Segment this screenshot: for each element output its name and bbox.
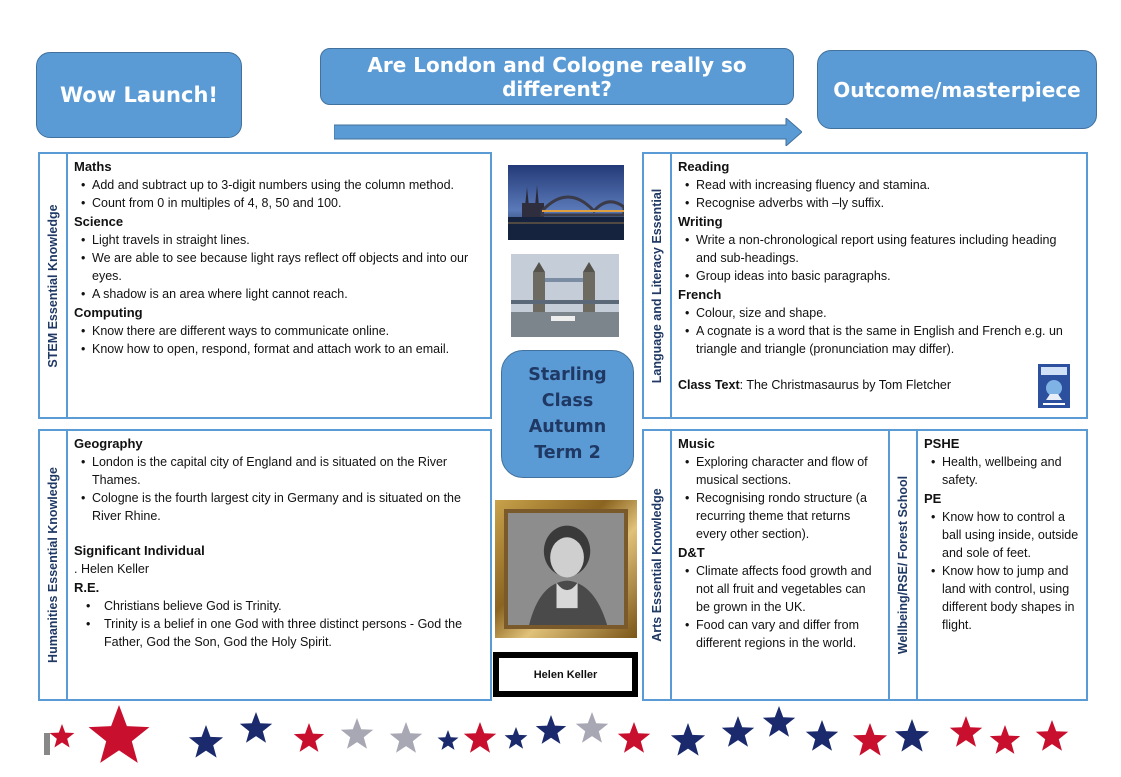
stem-panel (38, 152, 492, 419)
star-icon (294, 723, 324, 752)
wow-launch-box (36, 52, 242, 138)
pe-heading: PE (924, 491, 942, 506)
stem-side-label: STEM Essential Knowledge (40, 154, 68, 417)
list-item: • Group ideas into basic paragraphs. (678, 267, 1080, 285)
significant-value: . Helen Keller (74, 562, 150, 576)
list-item: • A shadow is an area where light cannot reach. (74, 285, 484, 303)
question-box (320, 48, 794, 105)
class-text (678, 376, 1080, 394)
dt-list (678, 562, 882, 652)
list-item: • Christians believe God is Trinity. (74, 597, 484, 615)
re-list (74, 597, 484, 651)
star-icon (763, 706, 795, 737)
wellbeing-content (918, 431, 1086, 699)
pshe-list (924, 453, 1080, 489)
list-item: • Add and subtract up to 3-digit numbers using the column method. (74, 176, 484, 194)
maths-heading: Maths (74, 159, 112, 174)
list-item: • Trinity is a belief in one God with three distinct persons - God the Father, God the Son, God the Holy Spirit. (74, 615, 484, 651)
writing-list (678, 231, 1080, 285)
arts-side-label: Arts Essential Knowledge (644, 431, 672, 699)
music-list (678, 453, 882, 543)
star-icon (990, 725, 1020, 754)
class-text-value: : The Christmasaurus by Tom Fletcher (739, 378, 952, 392)
cologne-cathedral-photo (508, 165, 624, 240)
star-icon (950, 716, 982, 747)
list-item: • Recognise adverbs with –ly suffix. (678, 194, 1080, 212)
list-item: • Health, wellbeing and safety. (924, 453, 1080, 489)
star-icon (189, 725, 223, 758)
star-icon (536, 715, 566, 744)
list-item: • Colour, size and shape. (678, 304, 1080, 322)
star-icon (240, 712, 272, 743)
class-text-label: Class Text (678, 378, 740, 392)
geography-list (74, 453, 484, 525)
star-icon (576, 712, 608, 743)
list-item: • Food can vary and differ from different regions in the world. (678, 616, 882, 652)
star-icon (618, 722, 650, 753)
term-line1: Autumn (528, 417, 607, 437)
dt-heading: D&T (678, 545, 705, 560)
star-icon (895, 719, 929, 752)
class-name-line1: Starling (528, 365, 607, 385)
geography-heading: Geography (74, 436, 143, 451)
outcome-label: Outcome/masterpiece (833, 77, 1081, 102)
wellbeing-panel (888, 429, 1088, 701)
right-arrow-icon (334, 118, 802, 146)
list-item: • Climate affects food growth and not all fruit and vegetables can be grown in the UK. (678, 562, 882, 616)
humanities-panel (38, 429, 492, 701)
list-item: • Count from 0 in multiples of 4, 8, 50 and 100. (74, 194, 484, 212)
significant-heading: Significant Individual (74, 543, 205, 558)
book-cover-icon (1038, 364, 1070, 408)
re-heading: R.E. (74, 580, 100, 595)
science-heading: Science (74, 214, 124, 229)
maths-list (74, 176, 484, 212)
star-icon (853, 723, 887, 756)
star-icon (438, 730, 459, 750)
star-icon (505, 727, 528, 749)
list-item: • Know how to open, respond, format and attach work to an email. (74, 340, 484, 358)
arts-content (672, 431, 888, 699)
list-item: • We are able to see because light rays reflect off objects and into our eyes. (74, 249, 484, 285)
portrait-photo (508, 513, 624, 625)
arts-panel (642, 429, 890, 701)
list-item: • Recognising rondo structure (a recurring theme that returns every other section). (678, 489, 882, 543)
language-side-label: Language and Literacy Essential (644, 154, 672, 417)
writing-heading: Writing (678, 214, 723, 229)
list-item: • Know how to jump and land with control, using different body shapes in flight. (924, 562, 1080, 634)
star-icon (89, 705, 150, 763)
star-icon (722, 716, 754, 747)
language-panel (642, 152, 1088, 419)
outcome-box (817, 50, 1097, 129)
list-item: • Know there are different ways to communicate online. (74, 322, 484, 340)
star-icon (671, 723, 705, 756)
wellbeing-side-label: Wellbeing/RSE/ Forest School (890, 431, 918, 699)
french-list (678, 304, 1080, 358)
pshe-heading: PSHE (924, 436, 960, 451)
list-item: • Write a non-chronological report using features including heading and sub-headings. (678, 231, 1080, 267)
class-name-line2: Class (541, 391, 594, 411)
list-item: • A cognate is a word that is the same in English and French e.g. un triangle and triangle (pronunciation may differ). (678, 322, 1080, 358)
helen-keller-portrait (495, 500, 637, 638)
star-icon (50, 724, 75, 748)
portrait-caption: Helen Keller (493, 652, 638, 697)
term-line2: Term 2 (534, 443, 601, 463)
list-item: • Exploring character and flow of musical sections. (678, 453, 882, 489)
star-border-decoration (44, 703, 1074, 773)
french-heading: French (678, 287, 722, 302)
music-heading: Music (678, 436, 715, 451)
tower-bridge-photo (511, 254, 619, 337)
computing-list (74, 322, 484, 358)
stem-content (68, 154, 490, 417)
reading-heading: Reading (678, 159, 730, 174)
computing-heading: Computing (74, 305, 143, 320)
list-item: • Light travels in straight lines. (74, 231, 484, 249)
star-icon (1036, 720, 1068, 751)
list-item: • Cologne is the fourth largest city in Germany and is situated on the River Rhine. (74, 489, 484, 525)
pe-list (924, 508, 1080, 634)
wow-launch-label: Wow Launch! (60, 83, 218, 107)
list-item: • Know how to control a ball using inside, outside and sole of feet. (924, 508, 1080, 562)
humanities-content (68, 431, 490, 699)
language-content (672, 154, 1086, 417)
border-edge-mark (44, 733, 50, 755)
science-list (74, 231, 484, 303)
list-item: • London is the capital city of England and is situated on the River Thames. (74, 453, 484, 489)
humanities-side-label: Humanities Essential Knowledge (40, 431, 68, 699)
reading-list (678, 176, 1080, 212)
star-icon (390, 722, 422, 753)
question-label: Are London and Cologne really so different? (367, 52, 747, 101)
star-icon (806, 720, 838, 751)
list-item: • Read with increasing fluency and stamina. (678, 176, 1080, 194)
class-term-box (501, 350, 634, 478)
star-icon (464, 722, 496, 753)
star-icon (341, 718, 373, 749)
